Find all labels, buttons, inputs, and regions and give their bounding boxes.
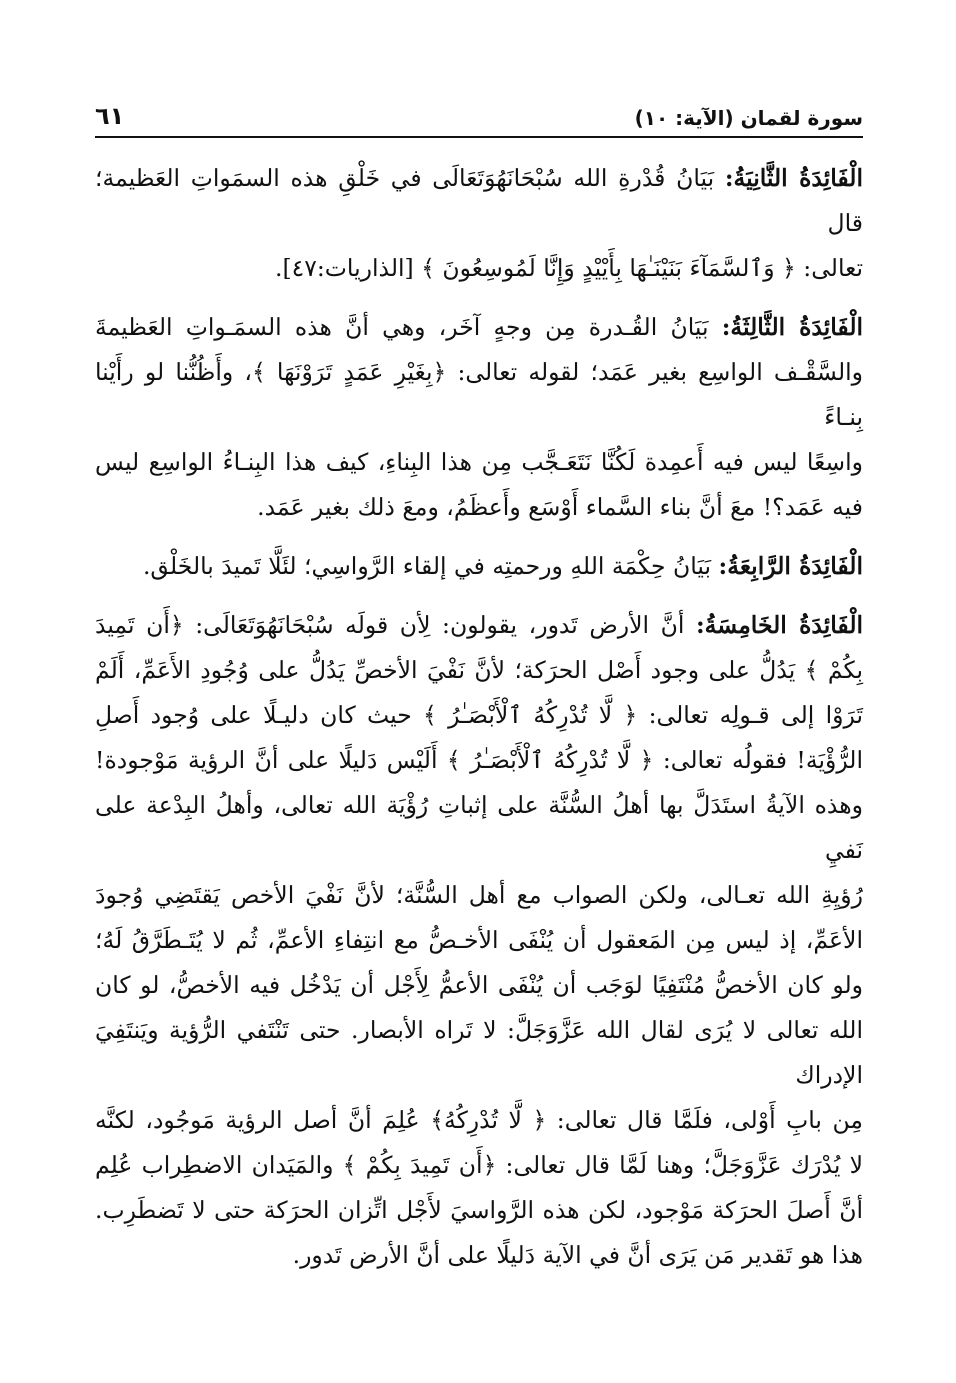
text-line <box>95 156 863 246</box>
text-line: تعالى: ﴿ وَٱلسَّمَآءَ بَنَيْنَـٰهَا بِأَيْيْدٍ وَإِنَّا لَمُوسِعُونَ ﴾ [الذاريات:٤٧]. <box>275 254 863 282</box>
page-header <box>95 96 863 138</box>
paragraph-1 <box>95 156 863 291</box>
text-line: واسِعًا ليس فيه أَعمِدة لَكُنَّا نَتَعَـجَّب مِن هذا البِناءِ، كيف هذا البِنـاءُ الواسِع ليس <box>95 448 863 476</box>
text-line-rest: أنَّ الأرض تَدور، يقولون: لِأن قولَه سُبْحَانَهُوَتَعَالَى: ﴿أَن تَمِيدَ <box>95 611 696 639</box>
text-line: ولو كان الأخصُّ مُنْتَفِيًا لوَجَب أن يُنْفَى الأعمُّ لِأَجْل أن يَدْخُل فيه الأخصُّ، لو كان <box>95 971 863 999</box>
text-line: أنَّ أَصلَ الحرَكة مَوْجود، لكن هذه الرَّواسيَ لأَجْل اتِّزان الحرَكة حتى لا تَضطَرِب. <box>95 1196 863 1224</box>
text-line: وهذه الآيةُ استَدَلَّ بها أهلُ السُّنَّة على إثباتِ رُؤْيَة الله تعالى، وأهلُ البِدْعة على نَفيِ <box>95 791 863 864</box>
benefit-heading: الْفَائِدَةُ الخَامِسَةُ: <box>695 611 864 639</box>
text-line: الأعَمِّ، إذ ليس مِن المَعقول أن يُنْفَى الأخـصُّ مع انتِفاءِ الأعمِّ، ثُم لا يُتَـطَرَّقُ لَهُ؛ <box>95 926 863 954</box>
paragraph-4 <box>95 603 863 1278</box>
book-page <box>95 96 863 1292</box>
text-line: الله تعالى لا يُرَى لقال الله عَزَّوَجَلَّ: لا تَراه الأبصار. حتى تَنْتَفي الرُّؤية ويَنتَفِيَ الإدراك <box>95 1016 863 1089</box>
text-line: والسَّقْـف الواسِع بغير عَمَد؛ لقوله تعالى: ﴿بِغَيْرِ عَمَدٍ تَرَوْنَهَا ﴾، وأَظُنُّنا لو رأَيْنا بِنـاءً <box>95 358 863 431</box>
text-line <box>95 544 863 589</box>
text-line: رُؤيِةِ الله تعـالى، ولكن الصواب مع أهل السُّنَّة؛ لأنَّ نَفْيَ الأخص يَقتَضِي وُجودَ <box>95 881 863 909</box>
text-line-rest: بَيَانُ قُدْرةِ الله سُبْحَانَهُوَتَعَالَى في خَلْقِ هذه السمَواتِ العَظيمة؛ قال <box>95 164 863 237</box>
text-line: بِكُمْ ﴾ يَدُلُّ على وجود أَصْل الحرَكة؛ لأنَّ نَفْيَ الأخصِّ يَدُلُّ على وُجُودِ الأَعَمِّ، أَلَمْ <box>95 656 863 684</box>
text-line-rest: بَيَانُ القُـدرة مِن وجهٍ آخَر، وهي أنَّ هذه السمَـواتِ العَظيمةَ <box>95 313 722 341</box>
paragraph-3 <box>95 544 863 589</box>
text-line-rest: بَيَانُ حِكْمَة اللهِ ورحمتِه في إلقاء الرَّواسِي؛ لئَلَّا تَميدَ بالخَلْق. <box>142 552 719 580</box>
benefit-heading: الْفَائِدَةُ الثَّالِثَةُ: <box>721 313 864 341</box>
running-title: سورة لقمان (الآية: ١٠) <box>634 106 863 130</box>
text-line: فيه عَمَد؟! معَ أنَّ بناء السَّماء أَوْسَع وأَعظَمُ، ومعَ ذلك بغير عَمَد. <box>257 493 863 521</box>
paragraph-2 <box>95 305 863 530</box>
text-line: هذا هو تَقدير مَن يَرَى أنَّ في الآية دَليلًا على أنَّ الأرض تَدور. <box>292 1241 863 1269</box>
page-number: ٦١ <box>95 102 125 130</box>
text-line: الرُّؤْيَة! فقولُه تعالى: ﴿ لَّا تُدْرِكُهُ ٱلْأَبْصَـٰرُ ﴾ أَلَيْس دَليلًا على أنَّ الرؤية مَوْجودة! <box>95 746 863 774</box>
text-line: تَرَوْا إلى قـولِه تعالى: ﴿ لَّا تُدْرِكُهُ ٱلْأَبْصَـٰرُ ﴾ حيث كان دليـلًا على وُجود أَصلِ <box>95 701 863 729</box>
benefit-heading: الْفَائِدَةُ الرَّابِعَةُ: <box>718 552 863 580</box>
page-body <box>95 156 863 1278</box>
text-line <box>95 305 863 350</box>
benefit-heading: الْفَائِدَةُ الثَّانِيَةُ: <box>724 164 864 192</box>
text-line: مِن بابِ أَوْلى، فلَمَّا قال تعالى: ﴿ لَّا تُدْرِكُهُ﴾ عُلِمَ أنَّ أصل الرؤية مَوجُود، لكنَّه <box>95 1106 863 1134</box>
text-line: لا يُدْرَك عَزَّوَجَلَّ؛ وهنا لَمَّا قال تعالى: ﴿أَن تَمِيدَ بِكُمْ ﴾ والمَيَدان الاضطِراب عُلِم <box>95 1151 863 1179</box>
text-line <box>95 603 863 648</box>
